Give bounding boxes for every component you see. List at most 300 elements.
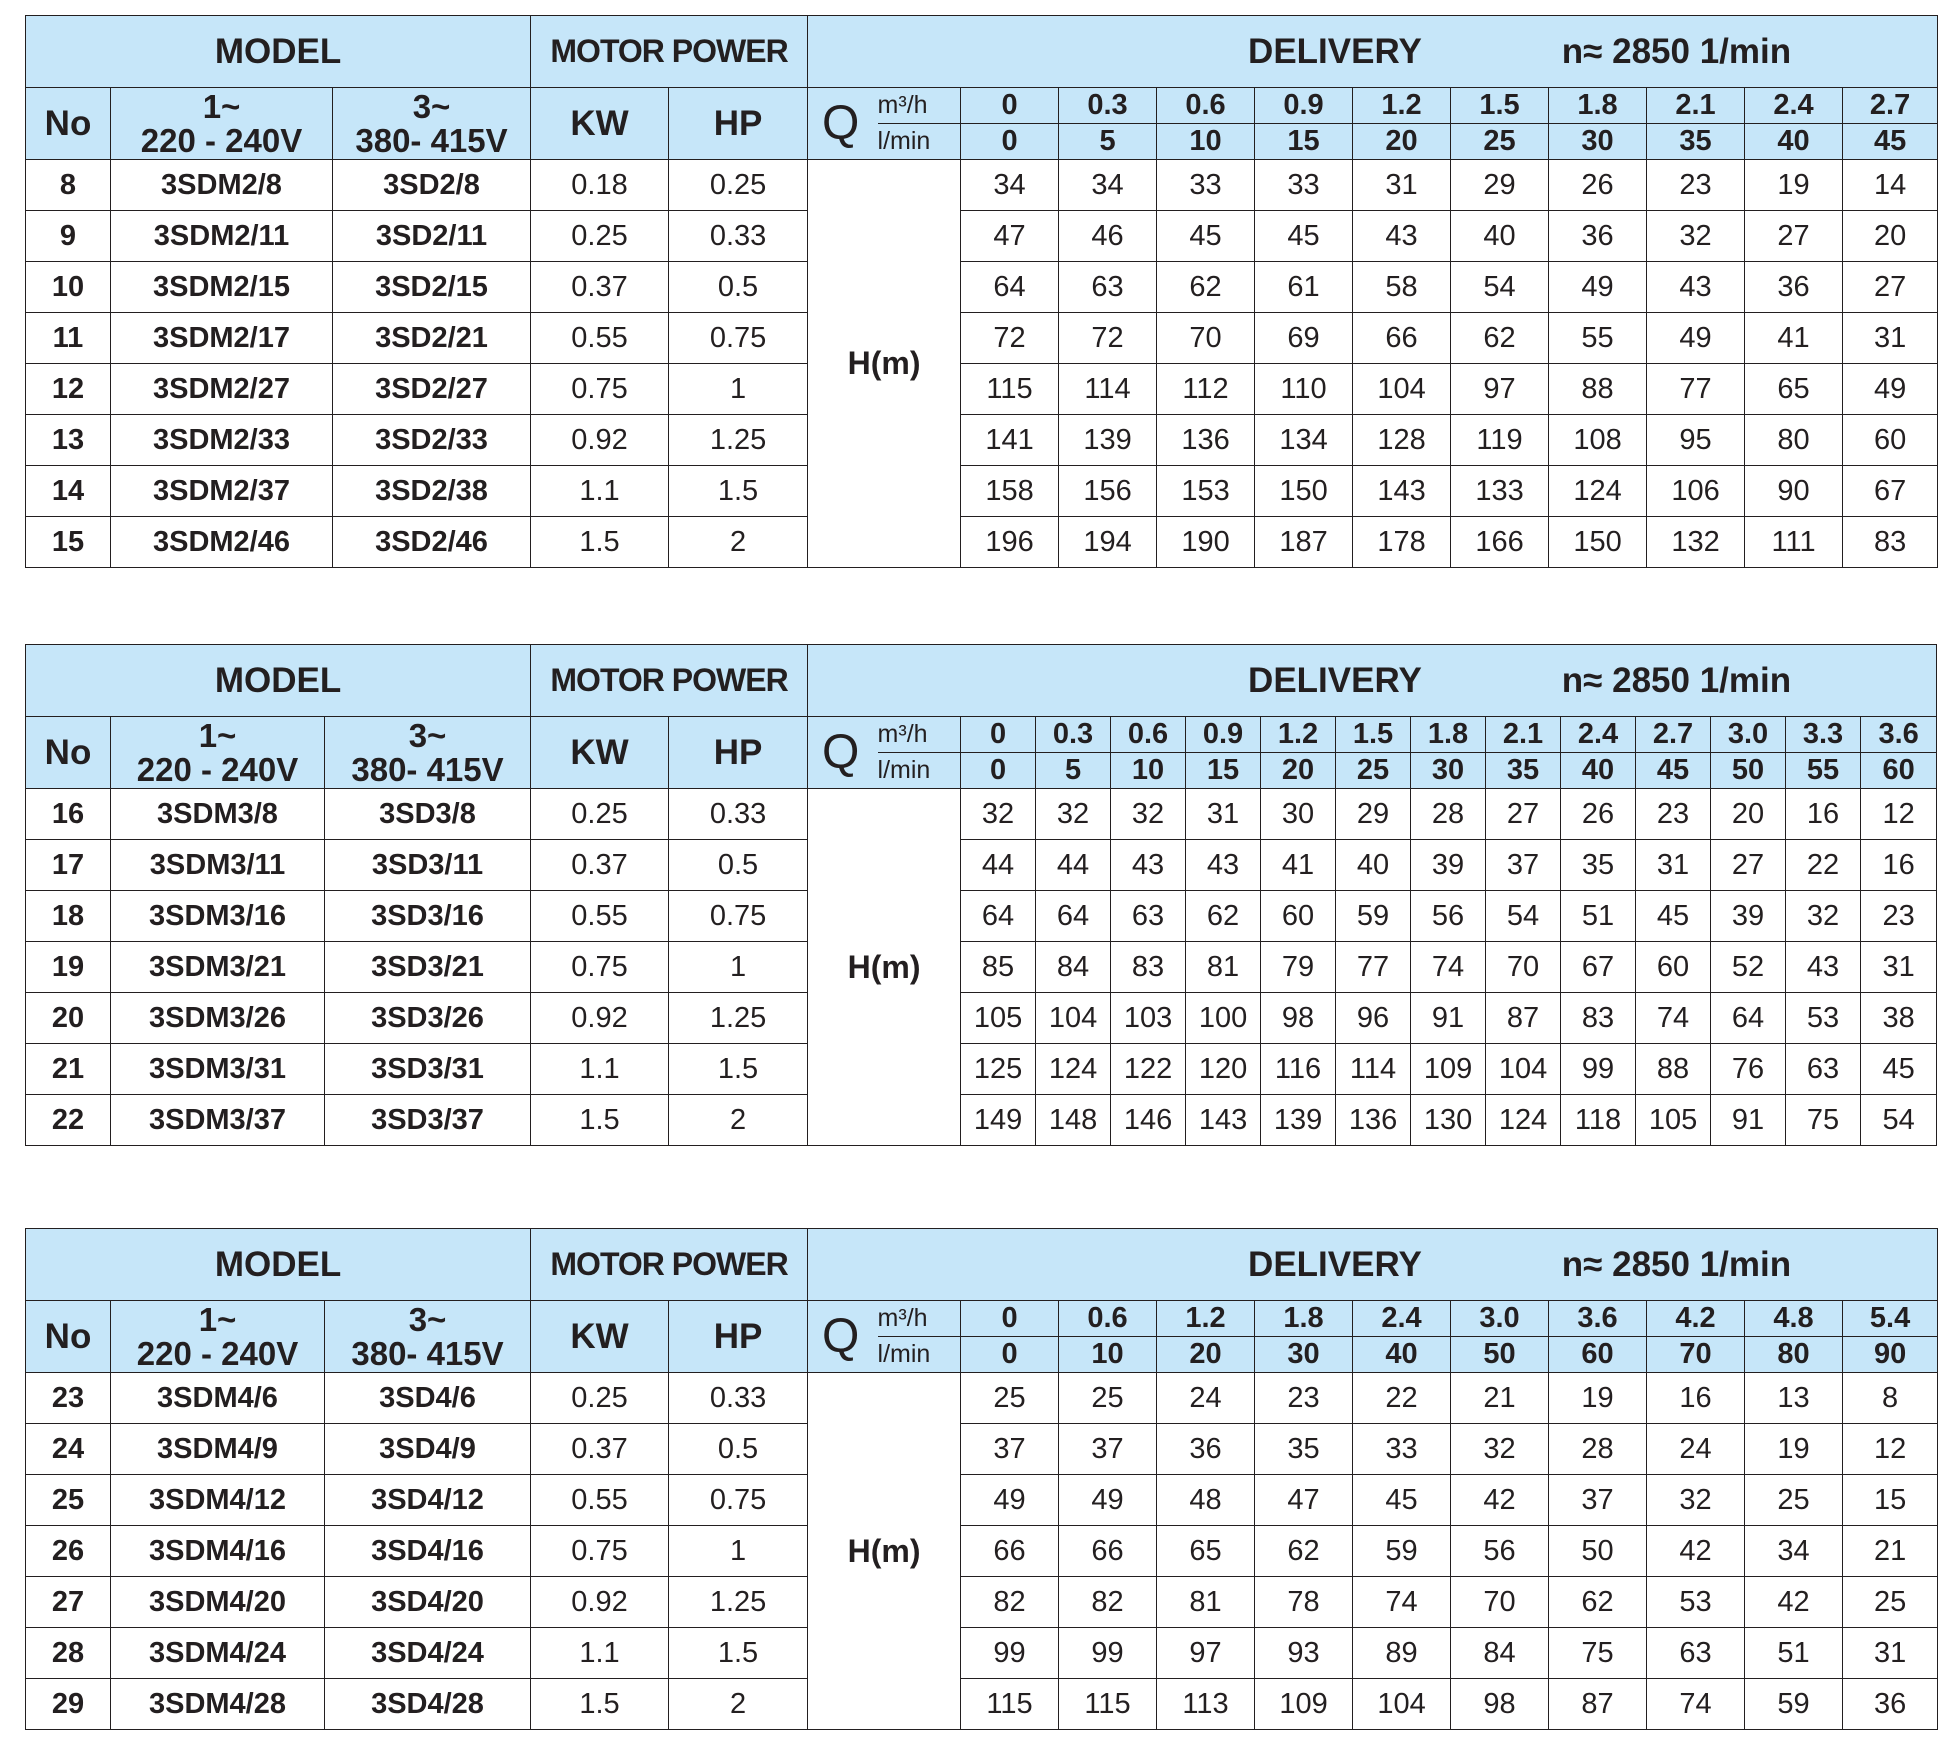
head-value: 28	[1549, 1424, 1647, 1475]
model-three-phase: 3SD3/11	[325, 840, 531, 891]
head-value: 194	[1059, 517, 1157, 568]
head-value: 59	[1336, 891, 1411, 942]
head-value: 44	[1036, 840, 1111, 891]
model-three-phase: 3SD4/16	[325, 1526, 531, 1577]
head-value: 33	[1353, 1424, 1451, 1475]
q-lmin-value: 30	[1255, 1337, 1353, 1373]
head-value: 41	[1745, 313, 1843, 364]
model-single-phase: 3SDM4/6	[111, 1373, 325, 1424]
q-label: Q	[808, 717, 878, 789]
head-value: 25	[961, 1373, 1059, 1424]
model-three-phase: 3SD4/28	[325, 1679, 531, 1730]
unit-lmin: l/min	[878, 753, 961, 789]
q-lmin-value: 55	[1786, 753, 1861, 789]
head-value: 60	[1636, 942, 1711, 993]
head-value: 95	[1647, 415, 1745, 466]
head-value: 91	[1411, 993, 1486, 1044]
head-value: 29	[1451, 160, 1549, 211]
q-m3h-value: 0	[961, 88, 1059, 124]
head-value: 49	[961, 1475, 1059, 1526]
table-row	[26, 262, 1938, 313]
head-value: 26	[1561, 789, 1636, 840]
power-hp: 0.25	[669, 160, 808, 211]
head-value: 45	[1157, 211, 1255, 262]
q-lmin-value: 15	[1186, 753, 1261, 789]
single-phase-voltage: 220 - 240V	[136, 1334, 299, 1372]
row-number: 21	[26, 1044, 111, 1095]
head-value: 34	[961, 160, 1059, 211]
table-row	[26, 1095, 1937, 1146]
row-number: 16	[26, 789, 111, 840]
no-header: No	[26, 1301, 111, 1373]
q-lmin-value: 0	[961, 124, 1059, 160]
unit-m3h: m³/h	[878, 88, 961, 124]
q-m3h-value: 0	[961, 1301, 1059, 1337]
head-value: 187	[1255, 517, 1353, 568]
head-value: 37	[961, 1424, 1059, 1475]
head-value: 36	[1843, 1679, 1938, 1730]
q-lmin-value: 5	[1036, 753, 1111, 789]
head-value: 22	[1786, 840, 1861, 891]
head-value: 70	[1451, 1577, 1549, 1628]
unit-m3h: m³/h	[878, 717, 961, 753]
q-lmin-value: 70	[1647, 1337, 1745, 1373]
delivery-label: DELIVERY	[1248, 1244, 1422, 1284]
head-value: 54	[1486, 891, 1561, 942]
head-value: 106	[1647, 466, 1745, 517]
model-single-phase: 3SDM3/37	[111, 1095, 325, 1146]
q-m3h-value: 2.1	[1647, 88, 1745, 124]
table-row	[26, 466, 1938, 517]
head-value: 36	[1157, 1424, 1255, 1475]
head-value: 67	[1843, 466, 1938, 517]
q-lmin-value: 15	[1255, 124, 1353, 160]
unit-lmin: l/min	[878, 124, 961, 160]
speed-label: n≈ 2850 1/min	[1561, 1244, 1792, 1284]
head-value: 148	[1036, 1095, 1111, 1146]
row-number: 15	[26, 517, 111, 568]
power-kw: 0.75	[531, 1526, 669, 1577]
three-phase-symbol: 3~	[408, 1300, 447, 1338]
performance-table-2	[25, 644, 1937, 1146]
q-lmin-value: 50	[1451, 1337, 1549, 1373]
head-value: 120	[1186, 1044, 1261, 1095]
power-hp: 0.75	[669, 891, 808, 942]
q-lmin-value: 0	[961, 1337, 1059, 1373]
head-value: 87	[1486, 993, 1561, 1044]
head-value: 62	[1549, 1577, 1647, 1628]
delivery-header	[808, 1229, 1938, 1301]
model-single-phase: 3SDM3/26	[111, 993, 325, 1044]
head-value: 31	[1843, 1628, 1938, 1679]
motor-power-header: MOTOR POWER	[531, 1229, 808, 1301]
q-lmin-value: 20	[1261, 753, 1336, 789]
head-value: 139	[1261, 1095, 1336, 1146]
q-lmin-value: 10	[1059, 1337, 1157, 1373]
model-three-phase: 3SD2/8	[333, 160, 531, 211]
head-value: 64	[961, 891, 1036, 942]
head-value: 150	[1549, 517, 1647, 568]
model-header: MODEL	[26, 645, 531, 717]
head-value: 93	[1255, 1628, 1353, 1679]
row-number: 28	[26, 1628, 111, 1679]
head-value: 16	[1786, 789, 1861, 840]
head-value: 39	[1711, 891, 1786, 942]
head-value: 35	[1561, 840, 1636, 891]
power-kw: 1.1	[531, 1044, 669, 1095]
table-row	[26, 1475, 1938, 1526]
power-hp: 1	[669, 1526, 808, 1577]
head-value: 104	[1353, 1679, 1451, 1730]
head-value: 82	[1059, 1577, 1157, 1628]
head-value: 27	[1711, 840, 1786, 891]
head-value: 69	[1255, 313, 1353, 364]
row-number: 13	[26, 415, 111, 466]
q-m3h-value: 1.5	[1451, 88, 1549, 124]
head-value: 146	[1111, 1095, 1186, 1146]
head-value: 104	[1036, 993, 1111, 1044]
motor-power-header: MOTOR POWER	[531, 16, 808, 88]
model-three-phase: 3SD2/11	[333, 211, 531, 262]
speed-label: n≈ 2850 1/min	[1561, 660, 1792, 700]
row-number: 19	[26, 942, 111, 993]
head-value: 196	[961, 517, 1059, 568]
power-kw: 1.5	[531, 1095, 669, 1146]
head-value: 20	[1711, 789, 1786, 840]
delivery-header	[808, 16, 1938, 88]
q-lmin-value: 20	[1157, 1337, 1255, 1373]
head-value: 32	[1111, 789, 1186, 840]
head-value: 33	[1255, 160, 1353, 211]
head-value: 25	[1059, 1373, 1157, 1424]
head-value: 46	[1059, 211, 1157, 262]
head-value: 60	[1843, 415, 1938, 466]
q-lmin-value: 0	[961, 753, 1036, 789]
head-value: 32	[961, 789, 1036, 840]
single-phase-symbol: 1~	[198, 1300, 237, 1338]
head-value: 104	[1486, 1044, 1561, 1095]
table-row	[26, 942, 1937, 993]
delivery-header	[808, 645, 1937, 717]
three-phase-voltage: 380- 415V	[351, 1334, 504, 1372]
q-m3h-value: 3.3	[1786, 717, 1861, 753]
head-value: 53	[1647, 1577, 1745, 1628]
head-value: 36	[1549, 211, 1647, 262]
head-value: 30	[1261, 789, 1336, 840]
q-lmin-value: 60	[1549, 1337, 1647, 1373]
head-value: 14	[1843, 160, 1938, 211]
head-value: 31	[1186, 789, 1261, 840]
row-number: 9	[26, 211, 111, 262]
q-label: Q	[808, 88, 878, 160]
head-value: 83	[1111, 942, 1186, 993]
q-m3h-value: 0.6	[1157, 88, 1255, 124]
kw-header: KW	[531, 1301, 669, 1373]
head-value: 141	[961, 415, 1059, 466]
model-three-phase: 3SD2/21	[333, 313, 531, 364]
head-value: 88	[1549, 364, 1647, 415]
q-lmin-value: 80	[1745, 1337, 1843, 1373]
model-three-phase: 3SD4/9	[325, 1424, 531, 1475]
head-value: 76	[1711, 1044, 1786, 1095]
head-value: 87	[1549, 1679, 1647, 1730]
q-m3h-value: 5.4	[1843, 1301, 1938, 1337]
head-value: 122	[1111, 1044, 1186, 1095]
head-value: 143	[1353, 466, 1451, 517]
single-phase-symbol: 1~	[198, 716, 237, 754]
q-lmin-value: 35	[1486, 753, 1561, 789]
head-value: 43	[1111, 840, 1186, 891]
q-lmin-value: 10	[1111, 753, 1186, 789]
head-value: 22	[1353, 1373, 1451, 1424]
head-value: 99	[961, 1628, 1059, 1679]
head-value: 51	[1561, 891, 1636, 942]
head-value: 49	[1843, 364, 1938, 415]
head-value: 114	[1059, 364, 1157, 415]
row-number: 29	[26, 1679, 111, 1730]
q-m3h-value: 1.5	[1336, 717, 1411, 753]
power-hp: 2	[669, 1679, 808, 1730]
single-phase-header	[111, 88, 333, 160]
row-number: 25	[26, 1475, 111, 1526]
head-value: 90	[1745, 466, 1843, 517]
table-row	[26, 1044, 1937, 1095]
model-single-phase: 3SDM4/28	[111, 1679, 325, 1730]
head-value: 75	[1786, 1095, 1861, 1146]
head-value: 97	[1157, 1628, 1255, 1679]
model-three-phase: 3SD2/15	[333, 262, 531, 313]
head-value: 118	[1561, 1095, 1636, 1146]
q-m3h-value: 1.8	[1411, 717, 1486, 753]
q-lmin-value: 30	[1411, 753, 1486, 789]
head-value: 128	[1353, 415, 1451, 466]
head-value: 32	[1647, 211, 1745, 262]
row-number: 24	[26, 1424, 111, 1475]
head-value: 124	[1549, 466, 1647, 517]
head-value: 45	[1636, 891, 1711, 942]
head-value: 37	[1549, 1475, 1647, 1526]
head-value: 98	[1451, 1679, 1549, 1730]
head-value: 124	[1036, 1044, 1111, 1095]
head-value: 153	[1157, 466, 1255, 517]
head-value: 98	[1261, 993, 1336, 1044]
power-hp: 0.33	[669, 1373, 808, 1424]
head-value: 88	[1636, 1044, 1711, 1095]
head-value: 43	[1353, 211, 1451, 262]
q-m3h-value: 3.0	[1451, 1301, 1549, 1337]
unit-lmin: l/min	[878, 1337, 961, 1373]
table-row	[26, 364, 1938, 415]
three-phase-header	[325, 717, 531, 789]
head-value: 97	[1451, 364, 1549, 415]
power-hp: 0.75	[669, 1475, 808, 1526]
head-value: 35	[1255, 1424, 1353, 1475]
model-three-phase: 3SD2/38	[333, 466, 531, 517]
model-three-phase: 3SD2/33	[333, 415, 531, 466]
head-value: 130	[1411, 1095, 1486, 1146]
head-value: 25	[1843, 1577, 1938, 1628]
head-value: 45	[1255, 211, 1353, 262]
model-single-phase: 3SDM3/21	[111, 942, 325, 993]
head-value: 124	[1486, 1095, 1561, 1146]
head-value: 64	[1711, 993, 1786, 1044]
head-value: 67	[1561, 942, 1636, 993]
head-value: 72	[1059, 313, 1157, 364]
head-value: 109	[1411, 1044, 1486, 1095]
head-value: 74	[1411, 942, 1486, 993]
table-row	[26, 313, 1938, 364]
head-value: 39	[1411, 840, 1486, 891]
power-kw: 0.55	[531, 891, 669, 942]
head-value: 59	[1353, 1526, 1451, 1577]
head-value: 49	[1059, 1475, 1157, 1526]
three-phase-voltage: 380- 415V	[355, 121, 508, 159]
q-lmin-value: 25	[1451, 124, 1549, 160]
head-value: 81	[1186, 942, 1261, 993]
head-value: 32	[1786, 891, 1861, 942]
power-kw: 1.1	[531, 466, 669, 517]
performance-table-3	[25, 1228, 1938, 1730]
head-value: 58	[1353, 262, 1451, 313]
head-value: 45	[1353, 1475, 1451, 1526]
head-value: 41	[1261, 840, 1336, 891]
row-number: 10	[26, 262, 111, 313]
model-single-phase: 3SDM2/8	[111, 160, 333, 211]
head-value: 32	[1036, 789, 1111, 840]
head-value: 62	[1186, 891, 1261, 942]
model-single-phase: 3SDM4/12	[111, 1475, 325, 1526]
power-kw: 0.75	[531, 364, 669, 415]
model-three-phase: 3SD4/6	[325, 1373, 531, 1424]
head-value: 139	[1059, 415, 1157, 466]
head-value: 42	[1745, 1577, 1843, 1628]
head-value: 99	[1561, 1044, 1636, 1095]
head-value: 53	[1786, 993, 1861, 1044]
head-value: 158	[961, 466, 1059, 517]
model-three-phase: 3SD3/37	[325, 1095, 531, 1146]
head-value: 43	[1786, 942, 1861, 993]
head-value: 108	[1549, 415, 1647, 466]
q-lmin-value: 45	[1636, 753, 1711, 789]
head-value: 16	[1647, 1373, 1745, 1424]
power-hp: 0.75	[669, 313, 808, 364]
head-value: 136	[1157, 415, 1255, 466]
q-m3h-value: 3.0	[1711, 717, 1786, 753]
head-value: 63	[1111, 891, 1186, 942]
power-hp: 1.25	[669, 1577, 808, 1628]
three-phase-voltage: 380- 415V	[351, 750, 504, 788]
power-hp: 1.5	[669, 1628, 808, 1679]
q-m3h-value: 0.6	[1059, 1301, 1157, 1337]
power-kw: 0.37	[531, 262, 669, 313]
head-value: 70	[1486, 942, 1561, 993]
head-value: 34	[1745, 1526, 1843, 1577]
head-value: 61	[1255, 262, 1353, 313]
table-row	[26, 840, 1937, 891]
q-lmin-value: 45	[1843, 124, 1938, 160]
table-row	[26, 1679, 1938, 1730]
head-value: 115	[961, 364, 1059, 415]
three-phase-header	[333, 88, 531, 160]
head-value: 54	[1861, 1095, 1937, 1146]
head-value: 66	[961, 1526, 1059, 1577]
head-value: 19	[1549, 1373, 1647, 1424]
head-value: 79	[1261, 942, 1336, 993]
model-single-phase: 3SDM2/27	[111, 364, 333, 415]
head-value: 31	[1353, 160, 1451, 211]
model-single-phase: 3SDM2/17	[111, 313, 333, 364]
q-m3h-value: 0.3	[1059, 88, 1157, 124]
head-value: 62	[1451, 313, 1549, 364]
power-kw: 0.92	[531, 993, 669, 1044]
head-value: 49	[1549, 262, 1647, 313]
row-number: 23	[26, 1373, 111, 1424]
power-kw: 0.25	[531, 211, 669, 262]
q-m3h-value: 2.1	[1486, 717, 1561, 753]
power-kw: 0.18	[531, 160, 669, 211]
q-lmin-value: 40	[1561, 753, 1636, 789]
q-m3h-value: 4.8	[1745, 1301, 1843, 1337]
head-value: 134	[1255, 415, 1353, 466]
head-value: 27	[1745, 211, 1843, 262]
table-row	[26, 1373, 1938, 1424]
head-value: 113	[1157, 1679, 1255, 1730]
row-number: 20	[26, 993, 111, 1044]
power-hp: 1.5	[669, 466, 808, 517]
head-value: 31	[1636, 840, 1711, 891]
power-kw: 1.5	[531, 1679, 669, 1730]
head-value: 70	[1157, 313, 1255, 364]
head-value: 34	[1059, 160, 1157, 211]
head-value: 19	[1745, 1424, 1843, 1475]
model-single-phase: 3SDM2/15	[111, 262, 333, 313]
power-hp: 0.5	[669, 840, 808, 891]
head-value: 112	[1157, 364, 1255, 415]
head-value: 27	[1843, 262, 1938, 313]
q-m3h-value: 2.4	[1353, 1301, 1451, 1337]
head-value: 91	[1711, 1095, 1786, 1146]
no-header: No	[26, 717, 111, 789]
q-lmin-value: 40	[1745, 124, 1843, 160]
table-row	[26, 789, 1937, 840]
head-value: 32	[1647, 1475, 1745, 1526]
model-three-phase: 3SD3/26	[325, 993, 531, 1044]
row-number: 18	[26, 891, 111, 942]
head-value: 133	[1451, 466, 1549, 517]
head-value: 47	[961, 211, 1059, 262]
head-value: 47	[1255, 1475, 1353, 1526]
q-m3h-value: 1.8	[1549, 88, 1647, 124]
head-value: 31	[1861, 942, 1937, 993]
q-m3h-value: 3.6	[1861, 717, 1937, 753]
row-number: 11	[26, 313, 111, 364]
model-single-phase: 3SDM4/16	[111, 1526, 325, 1577]
model-three-phase: 3SD4/12	[325, 1475, 531, 1526]
head-value: 43	[1647, 262, 1745, 313]
head-value: 89	[1353, 1628, 1451, 1679]
power-hp: 1.25	[669, 415, 808, 466]
model-single-phase: 3SDM2/11	[111, 211, 333, 262]
power-hp: 1.5	[669, 1044, 808, 1095]
head-value: 55	[1549, 313, 1647, 364]
head-value: 84	[1451, 1628, 1549, 1679]
q-m3h-value: 4.2	[1647, 1301, 1745, 1337]
three-phase-symbol: 3~	[412, 87, 451, 125]
head-value: 65	[1157, 1526, 1255, 1577]
head-value: 64	[1036, 891, 1111, 942]
q-lmin-value: 5	[1059, 124, 1157, 160]
head-value: 12	[1843, 1424, 1938, 1475]
